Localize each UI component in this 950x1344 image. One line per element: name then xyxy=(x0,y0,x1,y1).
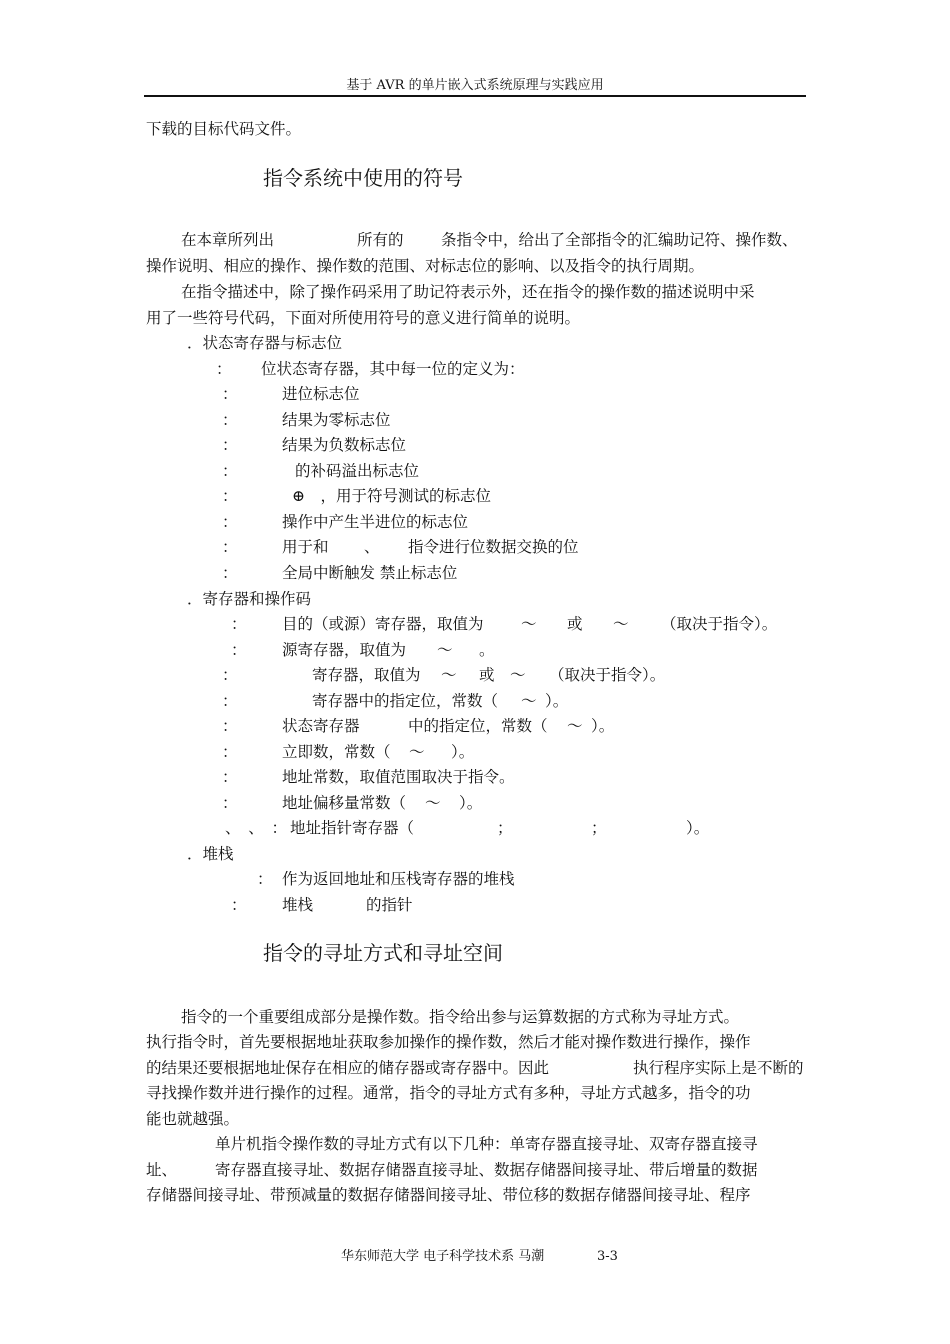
flag-interrupt: 全局中断触发 禁止标志位 xyxy=(282,564,458,582)
para1-line1-b: 所有的 xyxy=(357,231,404,249)
flag-colon: ： xyxy=(222,436,238,454)
reg-colon: ： xyxy=(231,641,247,659)
flag-half-carry: 操作中产生半进位的标志位 xyxy=(282,513,469,531)
stack-pointer-a: 堆栈 xyxy=(282,896,314,914)
reg-rr-b: ～ xyxy=(437,641,453,659)
reg-rd-e: （取决于指令）。 xyxy=(661,615,778,633)
s2-para2-line1: 单片机指令操作数的寻址方式有以下几种：单寄存器直接寻址、双寄存器直接寻 xyxy=(215,1135,758,1153)
reg-colon: ： xyxy=(222,794,238,812)
reg-pointer-b: ； xyxy=(497,819,513,837)
para1-line1-a: 在本章所列出 xyxy=(181,231,275,249)
reg-sreg-bit-c: ～ xyxy=(567,717,583,735)
s2-para1-line5: 能也就越强。 xyxy=(146,1110,240,1128)
flag-colon: ： xyxy=(222,538,238,556)
s2-para2-line2-b: 寄存器直接寻址、数据存储器直接寻址、数据存储器间接寻址、带后增量的数据 xyxy=(215,1161,758,1179)
flag-transfer-b: 、 xyxy=(364,538,380,556)
reg-colon: ： xyxy=(222,692,238,710)
intro-line: 下载的目标代码文件。 xyxy=(146,120,302,138)
reg-colon: ： xyxy=(222,666,238,684)
flag-negative: 结果为负数标志位 xyxy=(282,436,407,454)
reg-imm-c: ）。 xyxy=(451,743,475,761)
reg-imm-a: 立即数，常数（ xyxy=(282,743,391,761)
stack-colon: ： xyxy=(231,896,247,914)
stack-colon: ： xyxy=(257,870,273,888)
flag-sign: ⊕ ，用于符号测试的标志位 xyxy=(292,487,491,505)
s2-para2-line3: 存储器间接寻址、带预减量的数据存储器间接寻址、带位移的数据存储器间接寻址、程序 xyxy=(146,1186,751,1204)
reg-offset-a: 地址偏移量常数（ xyxy=(282,794,407,812)
reg-sreg-bit-a: 状态寄存器 xyxy=(282,717,360,735)
reg-offset-c: ）。 xyxy=(459,794,483,812)
s2-para1-line2: 执行指令时，首先要根据地址获取参加操作的操作数，然后才能对操作数进行操作，操作 xyxy=(146,1033,751,1051)
reg-addr-const: 地址常数，取值范围取决于指令。 xyxy=(282,768,515,786)
para1-line2: 操作说明、相应的操作、操作数的范围、对标志位的影响、以及指令的执行周期。 xyxy=(146,257,705,275)
reg-r-e: （取决于指令）。 xyxy=(549,666,666,684)
reg-rd-c: 或 xyxy=(567,615,583,633)
reg-rd-d: ～ xyxy=(613,615,629,633)
reg-pointer-a: 地址指针寄存器（ xyxy=(290,819,415,837)
reg-colon: ： xyxy=(231,615,247,633)
s2-para2-line2-a: 址、 xyxy=(146,1161,178,1179)
reg-sreg-bit-d: ）。 xyxy=(591,717,615,735)
reg-offset-b: ～ xyxy=(425,794,441,812)
reg-rd-b: ～ xyxy=(521,615,537,633)
reg-colon: ： xyxy=(222,717,238,735)
page-number: 3-3 xyxy=(597,1249,618,1264)
sreg-colon: ： xyxy=(216,360,232,378)
reg-rr-c: 。 xyxy=(479,641,495,659)
reg-bit-a: 寄存器中的指定位，常数（ xyxy=(312,692,499,710)
para2-line2: 用了一些符号代码，下面对所使用符号的意义进行简单的说明。 xyxy=(146,309,581,327)
running-header: 基于 AVR 的单片嵌入式系统原理与实践应用 xyxy=(346,78,604,93)
reg-r-a: 寄存器，取值为 xyxy=(312,666,421,684)
flag-colon: ： xyxy=(222,462,238,480)
reg-r-d: ～ xyxy=(510,666,526,684)
reg-pointer-prefix: 、 、 ： xyxy=(225,819,288,837)
section-heading-symbols: 指令系统中使用的符号 xyxy=(263,166,463,190)
stack-title: ．堆栈 xyxy=(187,845,234,863)
flag-carry: 进位标志位 xyxy=(282,385,360,403)
reg-r-c: 或 xyxy=(479,666,495,684)
reg-r-b: ～ xyxy=(441,666,457,684)
registers-title: ．寄存器和操作码 xyxy=(187,590,312,608)
s2-para1-line3-a: 的结果还要根据地址保存在相应的储存器或寄存器中。因此 xyxy=(146,1059,550,1077)
reg-pointer-d: ）。 xyxy=(686,819,710,837)
s2-para1-line3-b: 执行程序实际上是不断的 xyxy=(633,1059,804,1077)
section-heading-addressing: 指令的寻址方式和寻址空间 xyxy=(263,941,503,965)
reg-pointer-c: ； xyxy=(591,819,607,837)
stack-description: 作为返回地址和压栈寄存器的堆栈 xyxy=(282,870,515,888)
reg-sreg-bit-b: 中的指定位，常数（ xyxy=(408,717,548,735)
flag-colon: ： xyxy=(222,385,238,403)
reg-bit-c: ）。 xyxy=(545,692,569,710)
reg-rr-a: 源寄存器，取值为 xyxy=(282,641,407,659)
reg-colon: ： xyxy=(222,743,238,761)
footer-affiliation: 华东师范大学 电子科学技术系 马潮 xyxy=(341,1249,545,1264)
flag-colon: ： xyxy=(222,513,238,531)
reg-rd-a: 目的（或源）寄存器，取值为 xyxy=(282,615,484,633)
flag-colon: ： xyxy=(222,411,238,429)
stack-pointer-b: 的指针 xyxy=(366,896,413,914)
header-rule xyxy=(144,95,806,97)
s2-para1-line4: 寻找操作数并进行操作的过程。通常，指令的寻址方式有多种，寻址方式越多，指令的功 xyxy=(146,1084,751,1102)
reg-colon: ： xyxy=(222,768,238,786)
flag-colon: ： xyxy=(222,487,238,505)
flag-colon: ： xyxy=(222,564,238,582)
flag-zero: 结果为零标志位 xyxy=(282,411,391,429)
reg-imm-b: ～ xyxy=(409,743,425,761)
s2-para1-line1: 指令的一个重要组成部分是操作数。指令给出参与运算数据的方式称为寻址方式。 xyxy=(181,1008,740,1026)
sreg-description: 位状态寄存器，其中每一位的定义为： xyxy=(261,360,525,378)
para1-line1-c: 条指令中，给出了全部指令的汇编助记符、操作数、 xyxy=(441,231,798,249)
flag-overflow: 的补码溢出标志位 xyxy=(295,462,420,480)
flag-transfer-c: 指令进行位数据交换的位 xyxy=(408,538,579,556)
para2-line1: 在指令描述中，除了操作码采用了助记符表示外，还在指令的操作数的描述说明中采 xyxy=(181,283,755,301)
flag-transfer-a: 用于和 xyxy=(282,538,329,556)
reg-bit-b: ～ xyxy=(521,692,537,710)
status-register-title: ．状态寄存器与标志位 xyxy=(187,334,343,352)
